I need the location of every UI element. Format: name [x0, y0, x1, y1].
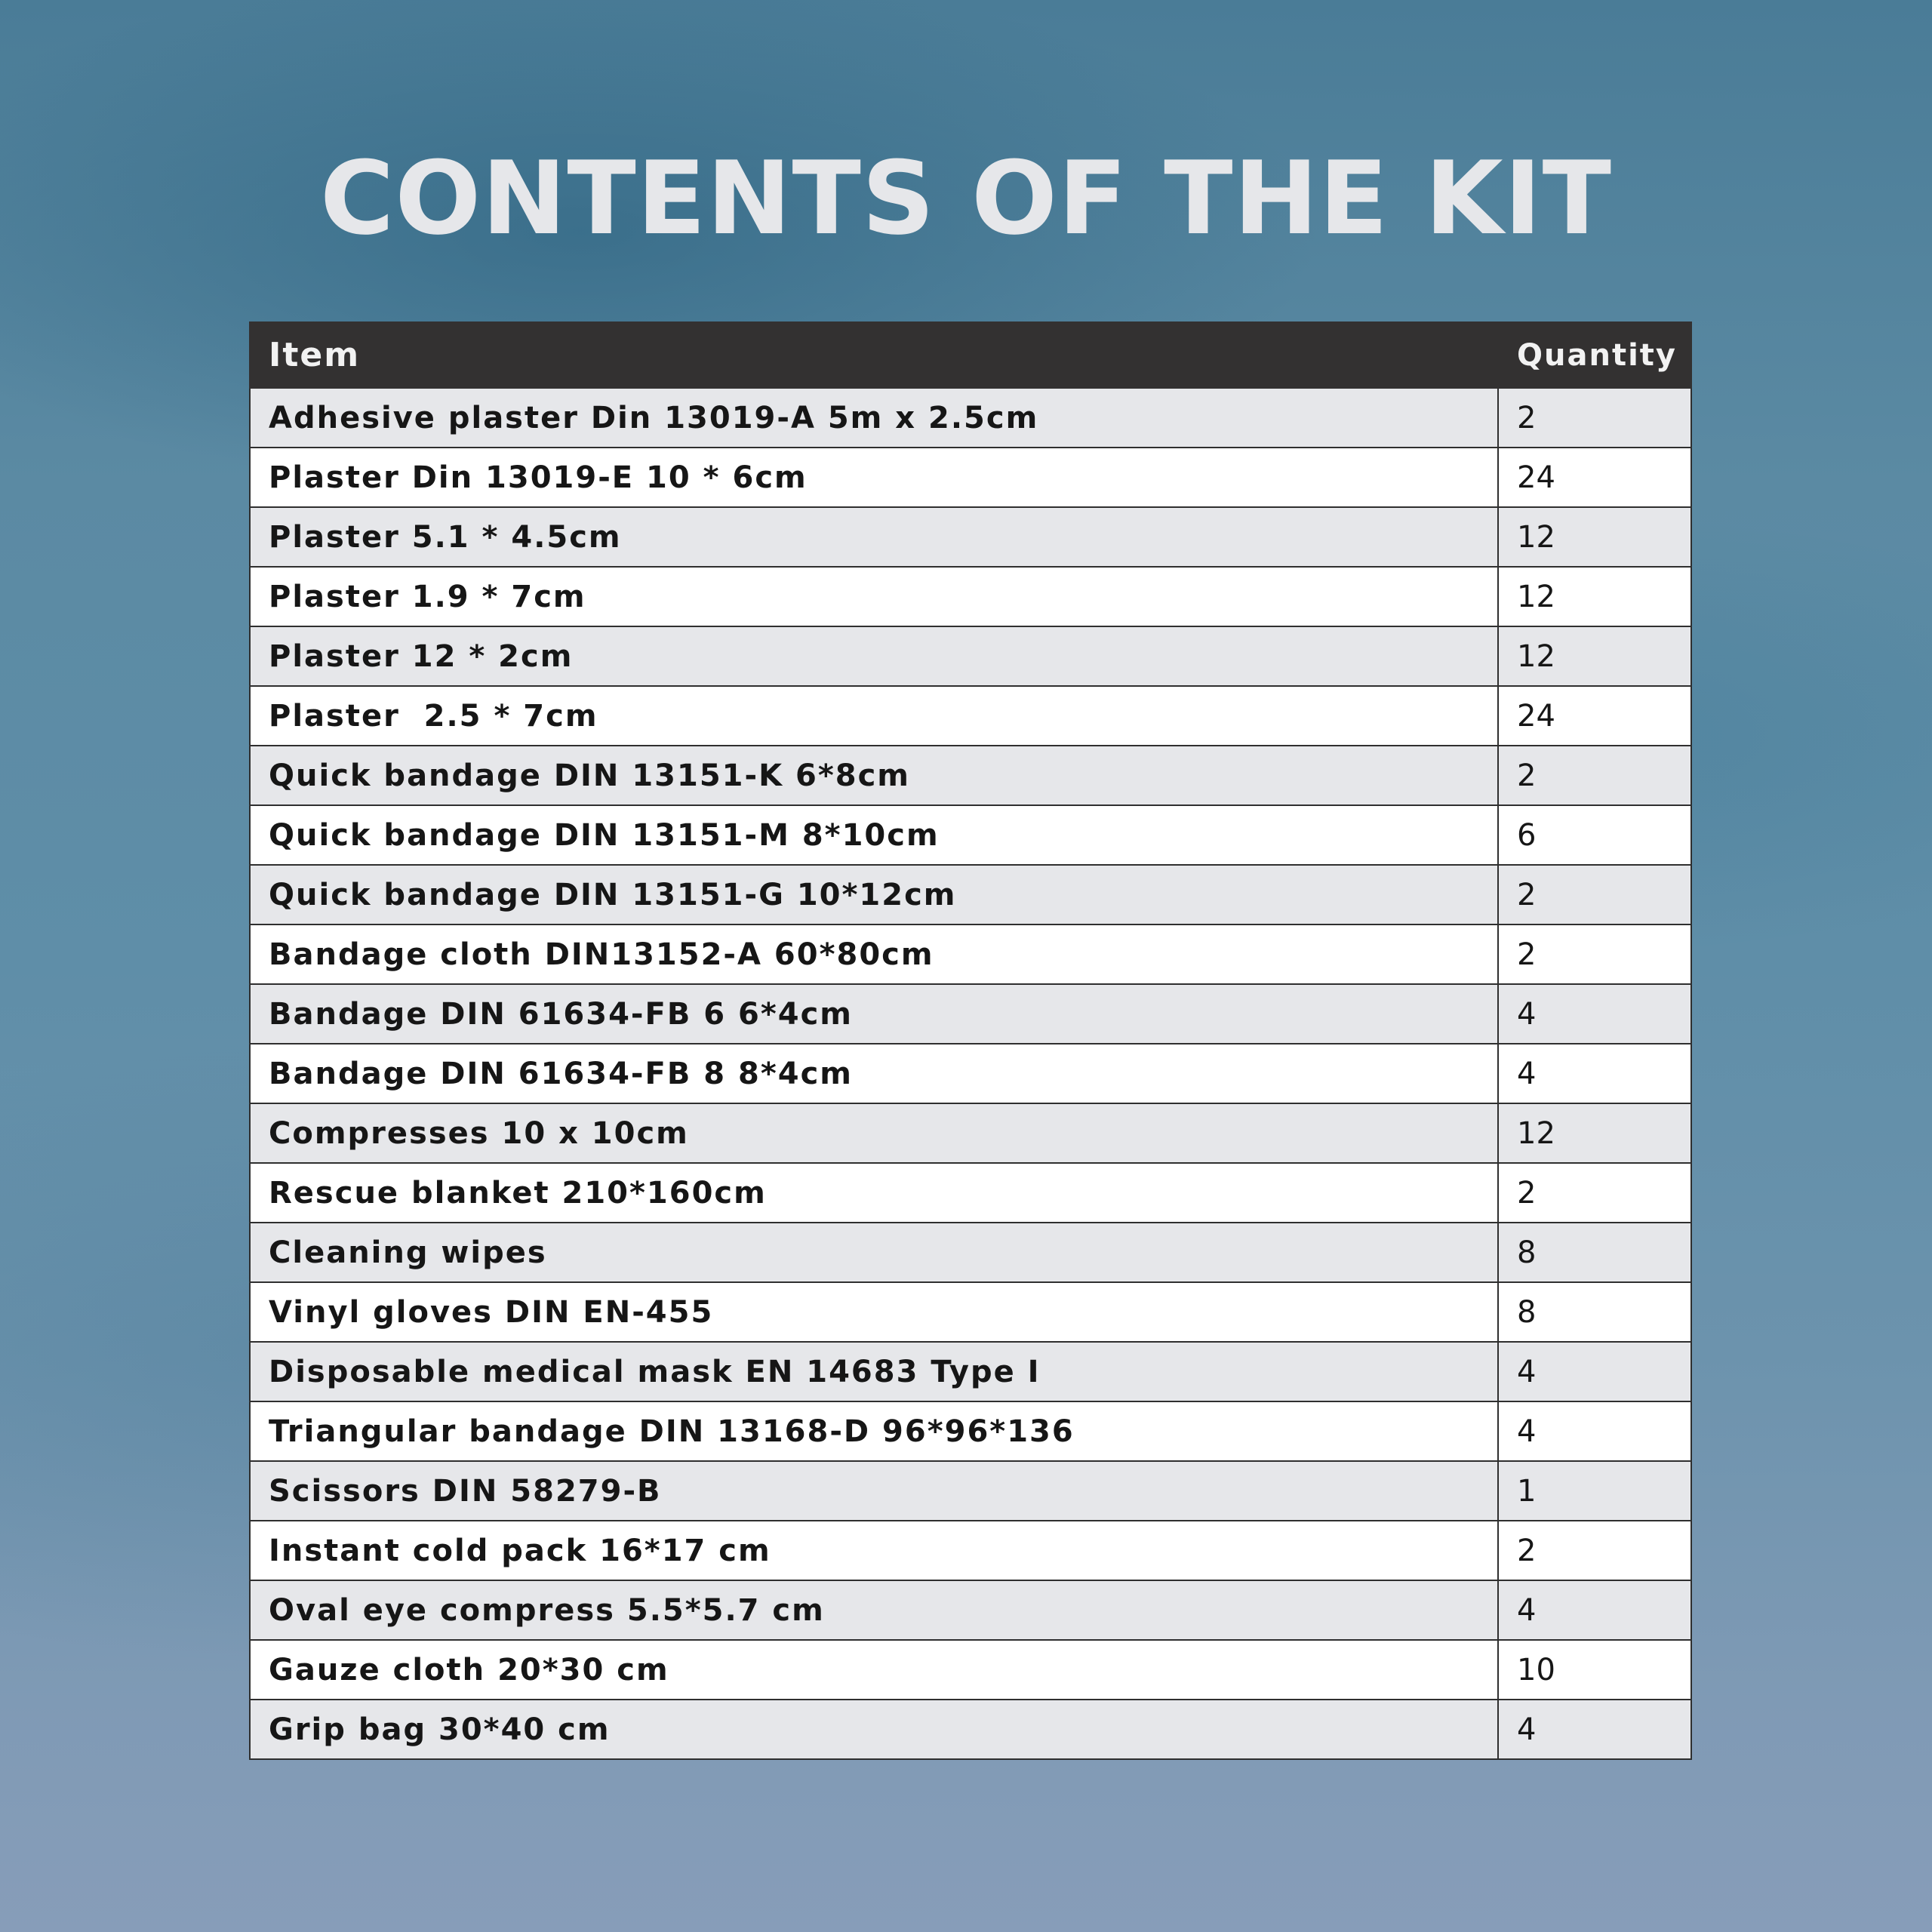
item-cell: Compresses 10 x 10cm: [250, 1103, 1498, 1163]
quantity-cell: 10: [1498, 1640, 1691, 1700]
table-row: [250, 984, 1691, 1044]
page-title: CONTENTS OF THE KIT: [320, 140, 1612, 257]
item-cell: Bandage DIN 61634-FB 6 6*4cm: [250, 984, 1498, 1044]
table-row: [250, 1461, 1691, 1521]
quantity-cell: 4: [1498, 1700, 1691, 1759]
item-cell: Bandage cloth DIN13152-A 60*80cm: [250, 924, 1498, 984]
item-cell: Plaster Din 13019-E 10 * 6cm: [250, 448, 1498, 507]
item-cell: Instant cold pack 16*17 cm: [250, 1521, 1498, 1580]
item-cell: Rescue blanket 210*160cm: [250, 1163, 1498, 1223]
table-row: [250, 924, 1691, 984]
table-row: [250, 388, 1691, 448]
table-row: [250, 1163, 1691, 1223]
quantity-cell: 24: [1498, 686, 1691, 746]
item-cell: Grip bag 30*40 cm: [250, 1700, 1498, 1759]
quantity-cell: 2: [1498, 1163, 1691, 1223]
item-cell: Bandage DIN 61634-FB 8 8*4cm: [250, 1044, 1498, 1103]
table-row: [250, 865, 1691, 924]
table-header-row: [250, 322, 1691, 388]
table-row: [250, 746, 1691, 805]
item-cell: Plaster 2.5 * 7cm: [250, 686, 1498, 746]
table-row: [250, 507, 1691, 567]
table-row: [250, 567, 1691, 626]
table-body: [250, 388, 1691, 1759]
quantity-cell: 6: [1498, 805, 1691, 865]
item-cell: Plaster 5.1 * 4.5cm: [250, 507, 1498, 567]
table-row: [250, 1521, 1691, 1580]
table-row: [250, 805, 1691, 865]
table-row: [250, 1700, 1691, 1759]
table-row: [250, 686, 1691, 746]
item-cell: Oval eye compress 5.5*5.7 cm: [250, 1580, 1498, 1640]
kit-contents-table: [249, 321, 1692, 1760]
quantity-cell: 2: [1498, 388, 1691, 448]
item-cell: Quick bandage DIN 13151-M 8*10cm: [250, 805, 1498, 865]
table-row: [250, 1342, 1691, 1401]
item-cell: Vinyl gloves DIN EN-455: [250, 1282, 1498, 1342]
quantity-cell: 4: [1498, 984, 1691, 1044]
table-row: [250, 626, 1691, 686]
quantity-cell: 12: [1498, 626, 1691, 686]
item-cell: Disposable medical mask EN 14683 Type I: [250, 1342, 1498, 1401]
quantity-cell: 2: [1498, 924, 1691, 984]
quantity-cell: 12: [1498, 567, 1691, 626]
table-row: [250, 1044, 1691, 1103]
item-cell: Scissors DIN 58279-B: [250, 1461, 1498, 1521]
quantity-cell: 2: [1498, 865, 1691, 924]
item-cell: Gauze cloth 20*30 cm: [250, 1640, 1498, 1700]
item-cell: Quick bandage DIN 13151-G 10*12cm: [250, 865, 1498, 924]
table-row: [250, 1103, 1691, 1163]
item-cell: Triangular bandage DIN 13168-D 96*96*136: [250, 1401, 1498, 1461]
table-row: [250, 448, 1691, 507]
item-cell: Plaster 12 * 2cm: [250, 626, 1498, 686]
table-row: [250, 1282, 1691, 1342]
column-header-quantity: Quantity: [1498, 322, 1691, 388]
quantity-cell: 4: [1498, 1044, 1691, 1103]
quantity-cell: 12: [1498, 507, 1691, 567]
quantity-cell: 2: [1498, 746, 1691, 805]
item-cell: Cleaning wipes: [250, 1223, 1498, 1282]
quantity-cell: 1: [1498, 1461, 1691, 1521]
quantity-cell: 4: [1498, 1342, 1691, 1401]
item-cell: Quick bandage DIN 13151-K 6*8cm: [250, 746, 1498, 805]
table-row: [250, 1223, 1691, 1282]
column-header-item: Item: [250, 322, 1498, 388]
quantity-cell: 8: [1498, 1282, 1691, 1342]
table-row: [250, 1580, 1691, 1640]
quantity-cell: 4: [1498, 1401, 1691, 1461]
quantity-cell: 12: [1498, 1103, 1691, 1163]
quantity-cell: 8: [1498, 1223, 1691, 1282]
quantity-cell: 24: [1498, 448, 1691, 507]
item-cell: Plaster 1.9 * 7cm: [250, 567, 1498, 626]
item-cell: Adhesive plaster Din 13019-A 5m x 2.5cm: [250, 388, 1498, 448]
quantity-cell: 2: [1498, 1521, 1691, 1580]
table-row: [250, 1640, 1691, 1700]
table-row: [250, 1401, 1691, 1461]
quantity-cell: 4: [1498, 1580, 1691, 1640]
